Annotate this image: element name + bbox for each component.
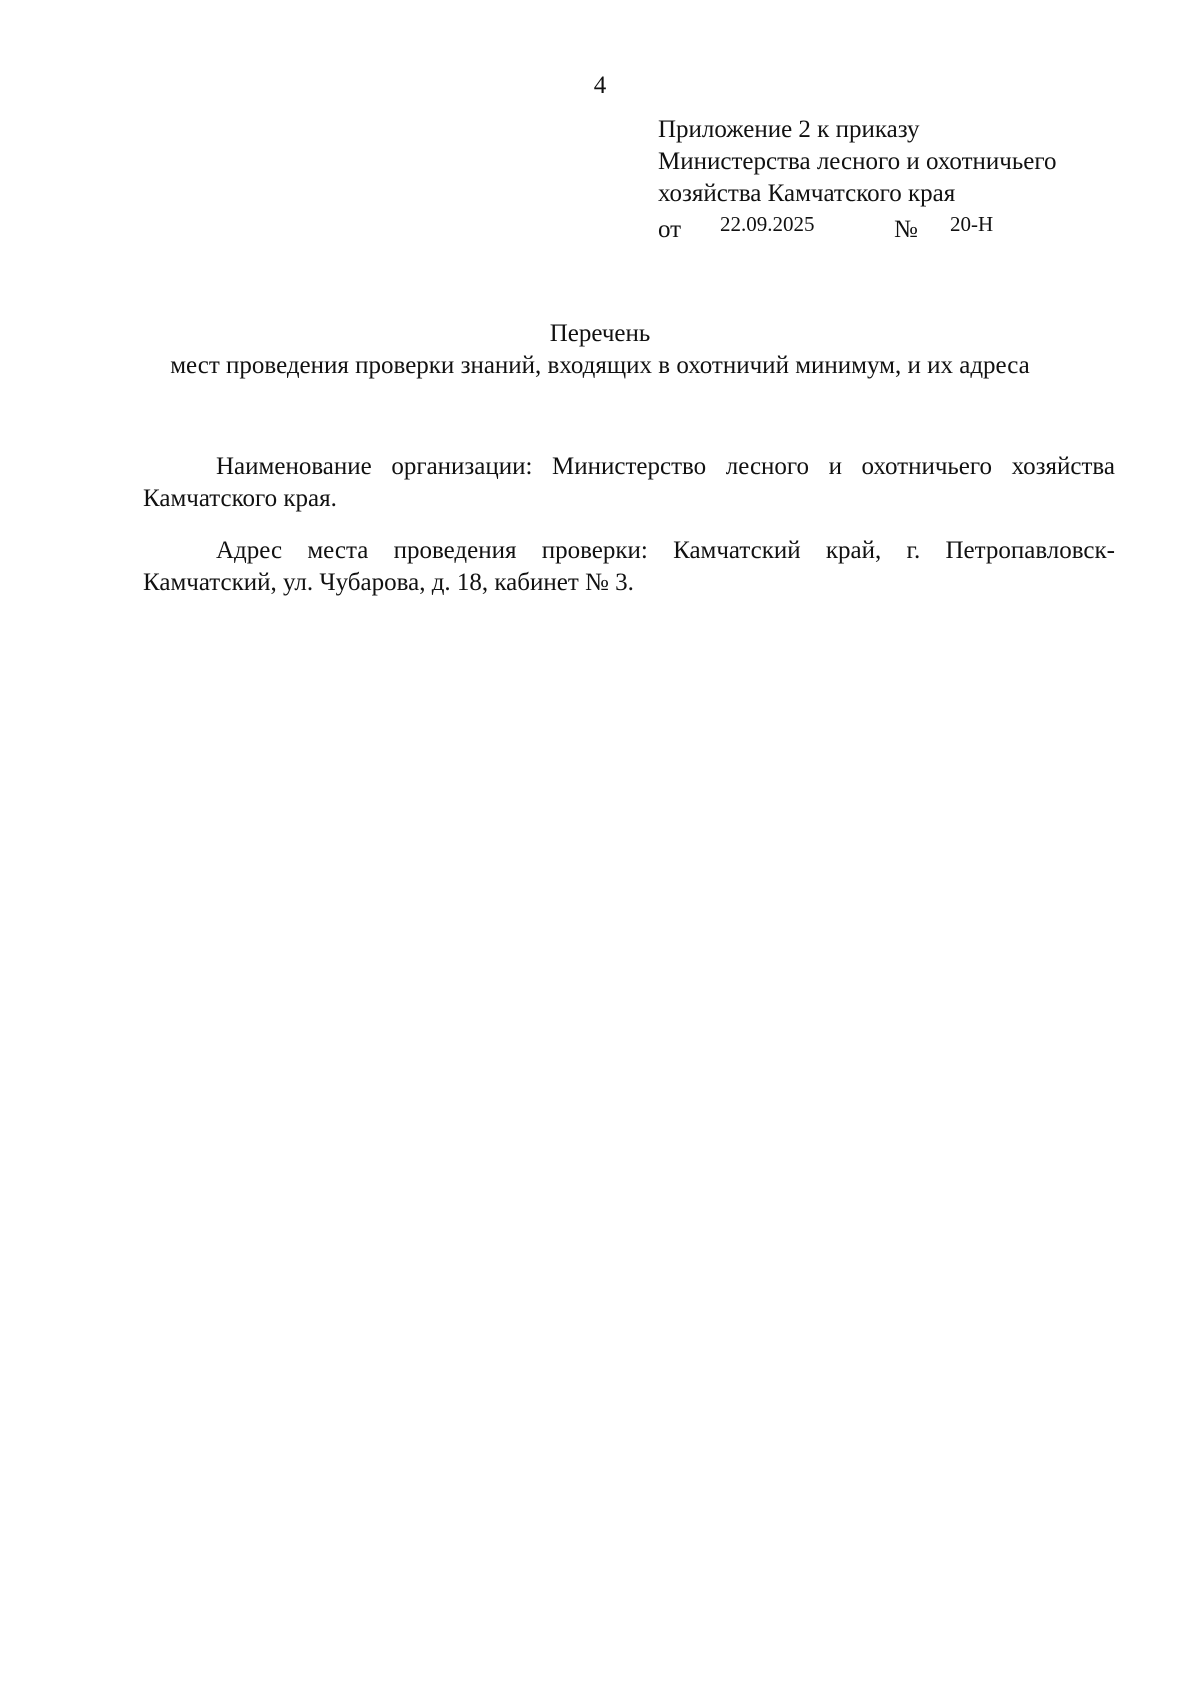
heading-title: Перечень <box>549 320 651 347</box>
number-sign: № <box>894 216 918 243</box>
appendix-region-line: хозяйства Камчатского края <box>658 180 956 207</box>
order-number: 20-Н <box>950 212 994 236</box>
organization-name-paragraph: Наименование организации: Министерство лесного и охотничьего хозяйства Камчатского края. <box>143 453 1115 512</box>
appendix-block <box>658 114 1178 244</box>
address-paragraph: Адрес места проведения проверки: Камчатский край, г. Петропавловск-Камчатский, ул. Чубарова, д. 18, кабинет № 3. <box>143 537 1115 596</box>
document-body <box>143 451 1115 619</box>
appendix-title-line: Приложение 2 к приказу <box>658 116 920 143</box>
order-date: 22.09.2025 <box>720 212 815 236</box>
from-label: от <box>658 216 682 243</box>
page-number: 4 <box>593 72 607 99</box>
heading-subtitle: мест проведения проверки знаний, входящих в охотничий минимум, и их адреса <box>170 352 1030 379</box>
order-date-number <box>658 210 1178 244</box>
document-heading <box>0 318 1200 382</box>
appendix-ministry-line: Министерства лесного и охотничьего <box>658 148 1057 175</box>
